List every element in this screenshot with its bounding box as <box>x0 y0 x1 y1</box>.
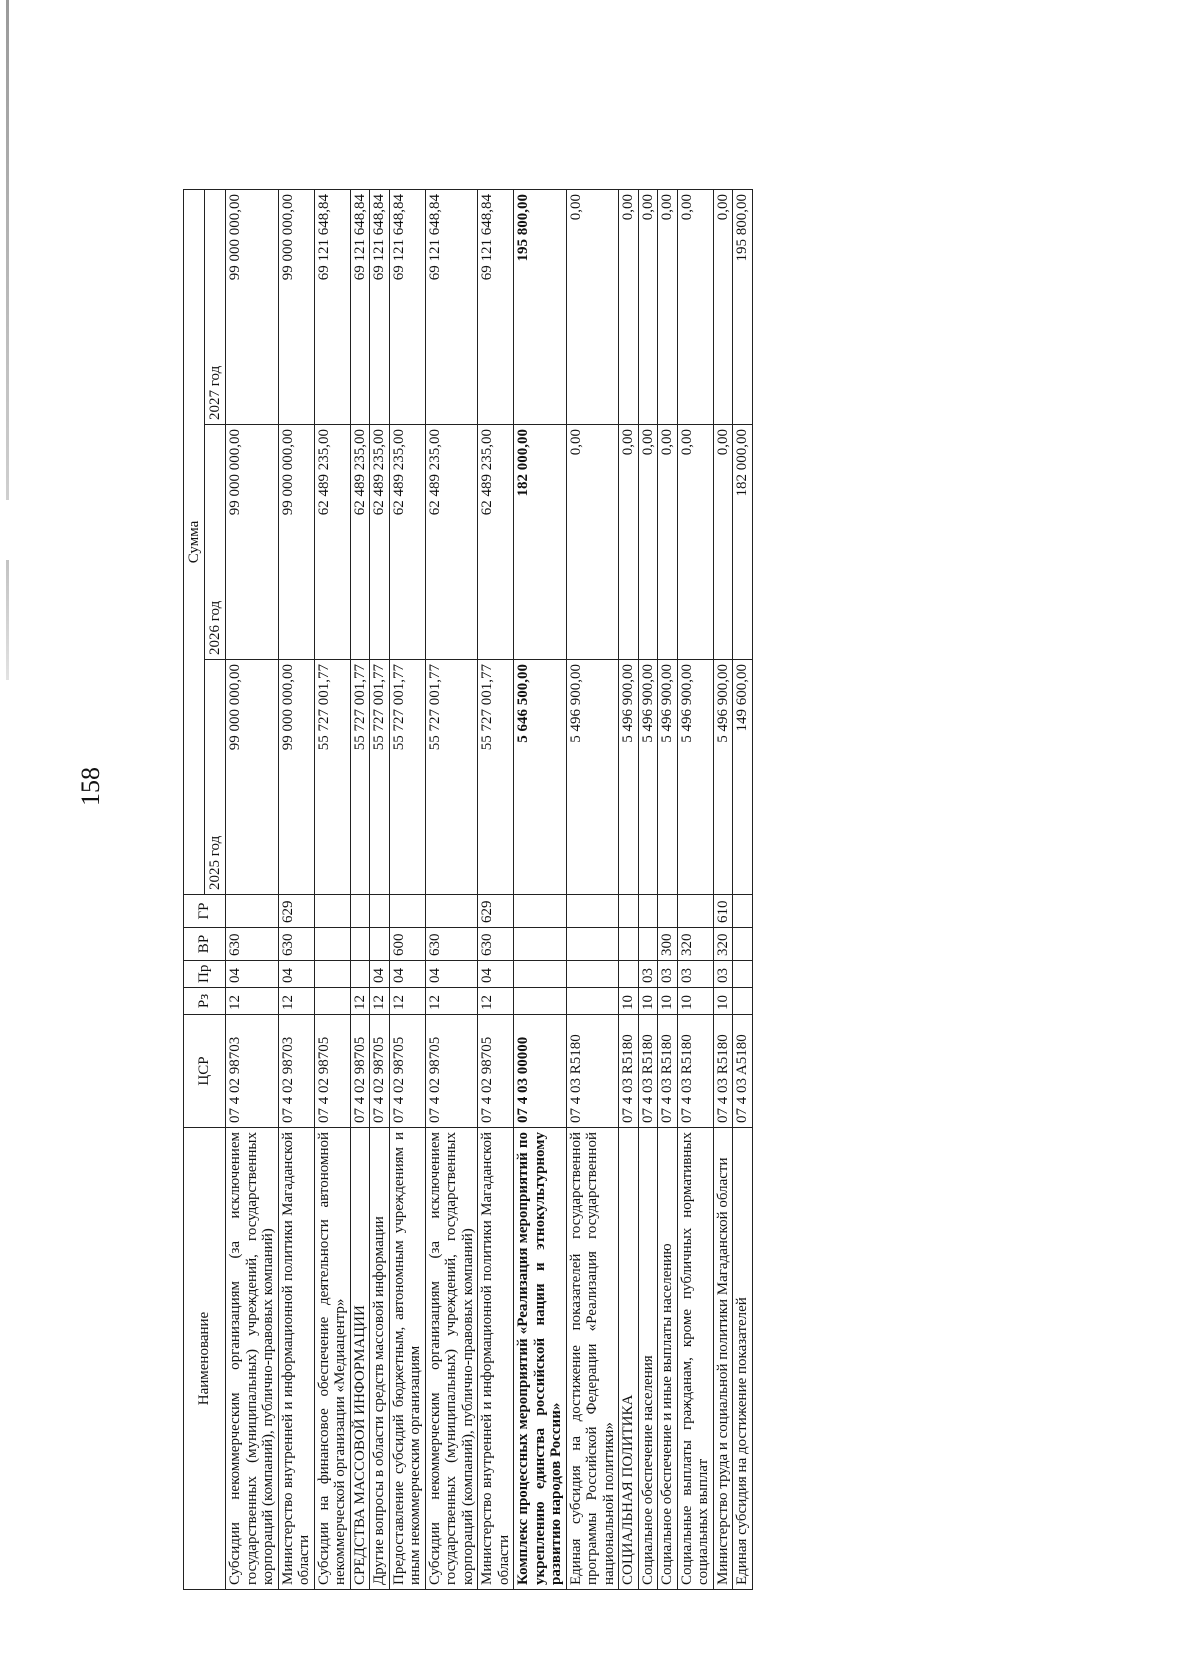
cell-rz <box>514 988 567 1015</box>
cell-gr <box>425 895 478 928</box>
cell-amount-2027: 0,00 <box>677 189 713 424</box>
cell-amount-2026: 62 489 235,00 <box>314 425 350 660</box>
cell-rz: 12 <box>278 988 314 1015</box>
cell-amount-2027: 69 121 648,84 <box>425 189 478 424</box>
cell-name: СРЕДСТВА МАССОВОЙ ИНФОРМАЦИИ <box>350 1128 370 1590</box>
cell-name: Единая субсидия на достижение показателей <box>733 1128 753 1590</box>
table-row <box>478 189 514 1589</box>
cell-name: Социальное обеспечение и иные выплаты населению <box>658 1128 678 1590</box>
cell-amount-2025: 5 496 900,00 <box>638 660 658 895</box>
cell-vr: 300 <box>658 928 678 961</box>
cell-rz: 12 <box>425 988 478 1015</box>
table-row <box>425 189 478 1589</box>
table-row <box>733 189 753 1589</box>
cell-pr: 03 <box>713 961 733 988</box>
cell-amount-2025: 5 496 900,00 <box>566 660 619 895</box>
table-row <box>278 189 314 1589</box>
header-name: Наименование <box>184 1128 226 1590</box>
cell-csr: 07 4 03 R5180 <box>658 1015 678 1128</box>
header-pr: Пр <box>184 961 226 988</box>
cell-gr: 629 <box>278 895 314 928</box>
cell-vr: 630 <box>226 928 279 961</box>
cell-amount-2026: 99 000 000,00 <box>226 425 279 660</box>
cell-csr: 07 4 03 R5180 <box>619 1015 639 1128</box>
cell-gr: 629 <box>478 895 514 928</box>
cell-vr <box>514 928 567 961</box>
cell-gr <box>389 895 425 928</box>
cell-amount-2025: 5 646 500,00 <box>514 660 567 895</box>
cell-rz: 10 <box>638 988 658 1015</box>
cell-amount-2027: 99 000 000,00 <box>278 189 314 424</box>
cell-name: Министерство внутренней и информационной политики Магаданской области <box>478 1128 514 1590</box>
cell-csr: 07 4 02 98705 <box>370 1015 390 1128</box>
table-row <box>350 189 370 1589</box>
cell-csr: 07 4 02 98705 <box>350 1015 370 1128</box>
cell-amount-2025: 55 727 001,77 <box>389 660 425 895</box>
cell-csr: 07 4 03 R5180 <box>566 1015 619 1128</box>
table-row <box>370 189 390 1589</box>
cell-amount-2025: 5 496 900,00 <box>658 660 678 895</box>
cell-amount-2027: 69 121 648,84 <box>350 189 370 424</box>
cell-pr: 04 <box>425 961 478 988</box>
cell-gr <box>350 895 370 928</box>
cell-csr: 07 4 02 98705 <box>478 1015 514 1128</box>
table-row <box>314 189 350 1589</box>
cell-rz <box>314 988 350 1015</box>
cell-vr <box>619 928 639 961</box>
budget-table <box>183 189 753 1590</box>
cell-name: Единая субсидия на достижение показателей государственной программы Российской Федерации «Реализация государственной национальной политики» <box>566 1128 619 1590</box>
cell-rz: 12 <box>226 988 279 1015</box>
cell-csr: 07 4 03 R5180 <box>638 1015 658 1128</box>
table-row <box>389 189 425 1589</box>
cell-gr <box>638 895 658 928</box>
table-row <box>566 189 619 1589</box>
cell-gr <box>314 895 350 928</box>
header-year-2025: 2025 год <box>205 660 226 895</box>
cell-rz: 10 <box>658 988 678 1015</box>
cell-amount-2025: 55 727 001,77 <box>478 660 514 895</box>
cell-amount-2027: 99 000 000,00 <box>226 189 279 424</box>
cell-amount-2025: 55 727 001,77 <box>370 660 390 895</box>
rotated-page-content <box>183 190 1083 1590</box>
cell-csr: 07 4 03 R5180 <box>677 1015 713 1128</box>
cell-gr <box>514 895 567 928</box>
page-number: 158 <box>76 767 105 806</box>
cell-csr: 07 4 02 98705 <box>389 1015 425 1128</box>
cell-rz: 12 <box>350 988 370 1015</box>
cell-amount-2026: 0,00 <box>619 425 639 660</box>
cell-amount-2027: 0,00 <box>566 189 619 424</box>
cell-name: Субсидии некоммерческим организациям (за исключением государственных (муниципальных) учреждений, государственных корпораций (компаний), публично-правовых компаний) <box>226 1128 279 1590</box>
cell-vr: 320 <box>677 928 713 961</box>
cell-csr: 07 4 02 98705 <box>314 1015 350 1128</box>
cell-rz: 10 <box>713 988 733 1015</box>
header-year-2027: 2027 год <box>205 189 226 424</box>
cell-amount-2027: 69 121 648,84 <box>389 189 425 424</box>
table-row <box>619 189 639 1589</box>
cell-vr <box>370 928 390 961</box>
cell-name: Социальное обеспечение населения <box>638 1128 658 1590</box>
cell-pr: 03 <box>658 961 678 988</box>
cell-vr <box>733 928 753 961</box>
cell-csr: 07 4 03 A5180 <box>733 1015 753 1128</box>
cell-rz <box>733 988 753 1015</box>
cell-amount-2026: 0,00 <box>566 425 619 660</box>
header-gr: ГР <box>184 895 226 928</box>
cell-pr: 03 <box>677 961 713 988</box>
cell-vr: 630 <box>425 928 478 961</box>
table-row <box>514 189 567 1589</box>
cell-amount-2027: 195 800,00 <box>514 189 567 424</box>
cell-amount-2026: 0,00 <box>713 425 733 660</box>
cell-pr <box>350 961 370 988</box>
cell-pr: 03 <box>638 961 658 988</box>
cell-gr <box>370 895 390 928</box>
cell-vr: 630 <box>478 928 514 961</box>
cell-amount-2027: 0,00 <box>658 189 678 424</box>
cell-vr <box>350 928 370 961</box>
table-row <box>677 189 713 1589</box>
cell-amount-2027: 195 800,00 <box>733 189 753 424</box>
cell-amount-2025: 99 000 000,00 <box>278 660 314 895</box>
cell-vr: 600 <box>389 928 425 961</box>
cell-pr: 04 <box>478 961 514 988</box>
table-row <box>713 189 733 1589</box>
cell-vr: 320 <box>713 928 733 961</box>
cell-amount-2026: 182 000,00 <box>733 425 753 660</box>
cell-vr <box>566 928 619 961</box>
cell-amount-2026: 99 000 000,00 <box>278 425 314 660</box>
cell-amount-2027: 69 121 648,84 <box>478 189 514 424</box>
cell-gr <box>619 895 639 928</box>
cell-rz: 12 <box>389 988 425 1015</box>
cell-amount-2026: 0,00 <box>658 425 678 660</box>
cell-amount-2027: 69 121 648,84 <box>314 189 350 424</box>
table-row <box>638 189 658 1589</box>
cell-vr <box>314 928 350 961</box>
cell-csr: 07 4 02 98705 <box>425 1015 478 1128</box>
cell-pr <box>314 961 350 988</box>
cell-vr <box>638 928 658 961</box>
cell-name: Министерство труда и социальной политики Магаданской области <box>713 1128 733 1590</box>
cell-rz: 12 <box>478 988 514 1015</box>
cell-amount-2026: 62 489 235,00 <box>389 425 425 660</box>
cell-amount-2026: 0,00 <box>677 425 713 660</box>
cell-amount-2026: 182 000,00 <box>514 425 567 660</box>
scan-margin-edge <box>6 560 9 680</box>
header-vr: ВР <box>184 928 226 961</box>
cell-csr: 07 4 03 R5180 <box>713 1015 733 1128</box>
cell-csr: 07 4 02 98703 <box>278 1015 314 1128</box>
cell-name: Другие вопросы в области средств массовой информации <box>370 1128 390 1590</box>
header-csr: ЦСР <box>184 1015 226 1128</box>
cell-pr: 04 <box>226 961 279 988</box>
cell-csr: 07 4 02 98703 <box>226 1015 279 1128</box>
cell-gr: 610 <box>713 895 733 928</box>
header-rz: Рз <box>184 988 226 1015</box>
cell-name: СОЦИАЛЬНАЯ ПОЛИТИКА <box>619 1128 639 1590</box>
cell-gr <box>677 895 713 928</box>
cell-name: Предоставление субсидий бюджетным, автономным учреждениям и иным некоммерческим организациям <box>389 1128 425 1590</box>
scan-margin-edge <box>6 0 9 500</box>
cell-amount-2026: 62 489 235,00 <box>350 425 370 660</box>
cell-gr <box>658 895 678 928</box>
cell-amount-2025: 55 727 001,77 <box>350 660 370 895</box>
table-row <box>226 189 279 1589</box>
cell-amount-2025: 99 000 000,00 <box>226 660 279 895</box>
cell-amount-2025: 5 496 900,00 <box>619 660 639 895</box>
cell-gr <box>733 895 753 928</box>
cell-rz: 10 <box>619 988 639 1015</box>
cell-pr <box>619 961 639 988</box>
header-year-2026: 2026 год <box>205 425 226 660</box>
cell-amount-2027: 69 121 648,84 <box>370 189 390 424</box>
cell-pr: 04 <box>278 961 314 988</box>
cell-name: Министерство внутренней и информационной политики Магаданской области <box>278 1128 314 1590</box>
cell-amount-2025: 55 727 001,77 <box>425 660 478 895</box>
cell-name: Субсидии некоммерческим организациям (за исключением государственных (муниципальных) учреждений, государственных корпораций (компаний), публично-правовых компаний) <box>425 1128 478 1590</box>
cell-amount-2025: 149 600,00 <box>733 660 753 895</box>
cell-amount-2027: 0,00 <box>638 189 658 424</box>
cell-pr <box>733 961 753 988</box>
cell-pr <box>566 961 619 988</box>
cell-amount-2026: 62 489 235,00 <box>478 425 514 660</box>
cell-amount-2025: 5 496 900,00 <box>713 660 733 895</box>
cell-amount-2027: 0,00 <box>713 189 733 424</box>
cell-rz: 10 <box>677 988 713 1015</box>
table-header-row <box>184 189 205 1589</box>
cell-rz <box>566 988 619 1015</box>
cell-name: Социальные выплаты гражданам, кроме публичных нормативных социальных выплат <box>677 1128 713 1590</box>
cell-vr: 630 <box>278 928 314 961</box>
table-row <box>658 189 678 1589</box>
cell-amount-2027: 0,00 <box>619 189 639 424</box>
cell-gr <box>226 895 279 928</box>
cell-rz: 12 <box>370 988 390 1015</box>
cell-gr <box>566 895 619 928</box>
cell-name: Субсидии на финансовое обеспечение деятельности автономной некоммерческой организации «Медиацентр» <box>314 1128 350 1590</box>
cell-amount-2026: 62 489 235,00 <box>370 425 390 660</box>
cell-pr: 04 <box>370 961 390 988</box>
cell-amount-2026: 0,00 <box>638 425 658 660</box>
cell-amount-2025: 5 496 900,00 <box>677 660 713 895</box>
cell-name: Комплекс процессных мероприятий «Реализация мероприятий по укреплению единства российской нации и этнокультурному развитию народов России» <box>514 1128 567 1590</box>
cell-amount-2025: 55 727 001,77 <box>314 660 350 895</box>
header-sum: Сумма <box>184 189 205 894</box>
cell-pr <box>514 961 567 988</box>
cell-pr: 04 <box>389 961 425 988</box>
cell-csr: 07 4 03 00000 <box>514 1015 567 1128</box>
cell-amount-2026: 62 489 235,00 <box>425 425 478 660</box>
